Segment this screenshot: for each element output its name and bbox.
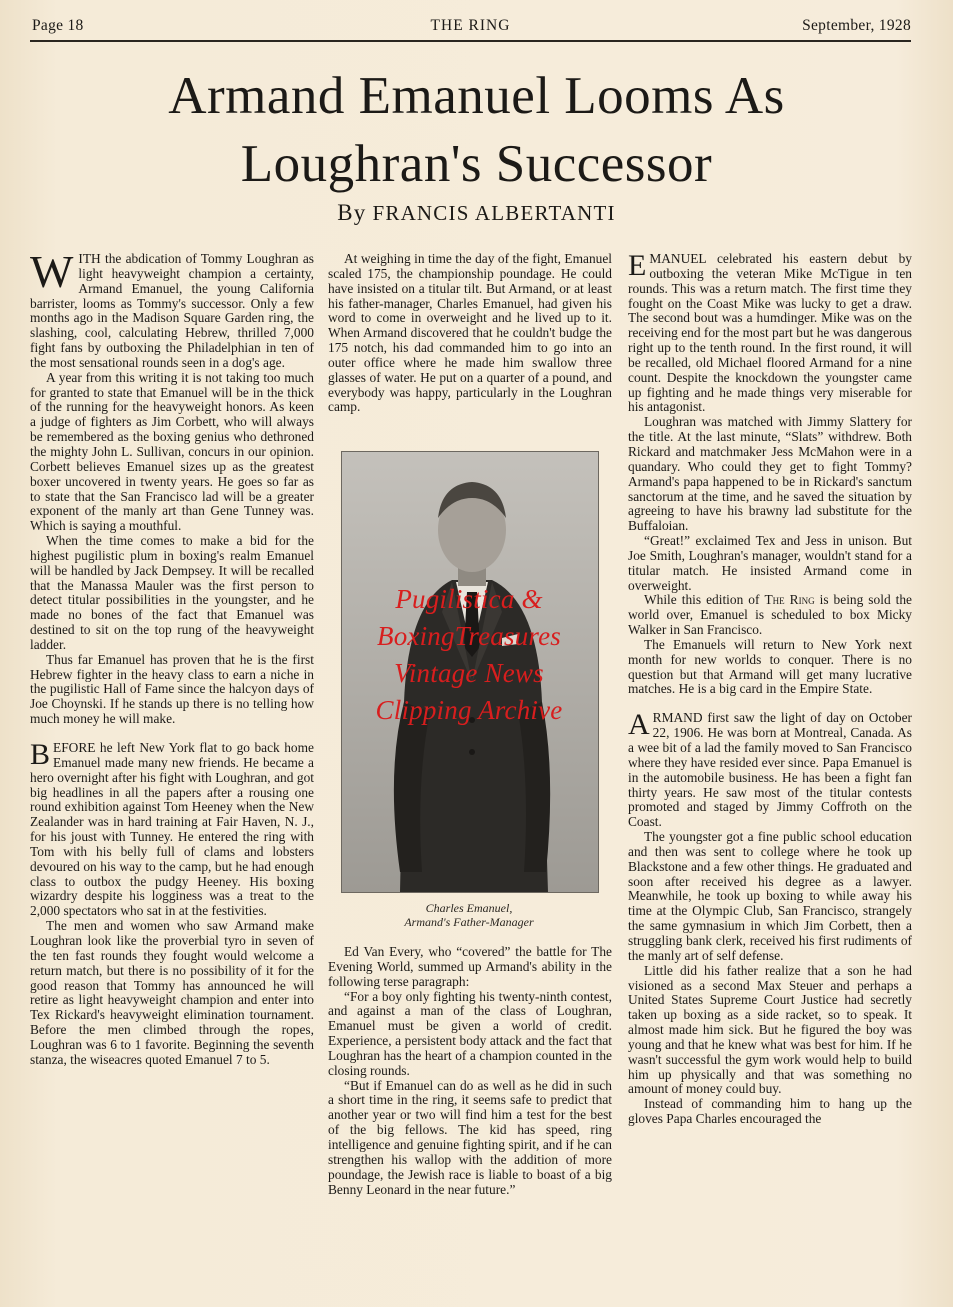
header-rule (30, 40, 911, 42)
watermark-line: Pugilistica & (395, 584, 543, 614)
caption-line-1: Charles Emanuel, (425, 901, 513, 915)
byline-author: FRANCIS ALBERTANTI (372, 201, 616, 225)
drop-cap: E (628, 249, 647, 282)
magazine-name: THE RING (430, 17, 511, 34)
watermark-line: Clipping Archive (375, 695, 563, 725)
paragraph: At weighing in time the day of the fight, Emanuel scaled 175, the championship poundage. He could have insisted on a titular tilt. But Armand, or at least his father-manager, Charles Emanuel, had given his word to come in overweight and he lived up to it. When Armand discovered that he couldn't budge the 175 notch, his dad commanded him to go into an outer office where he made him swallow three glasses of water. He put on a quarter of a pound, and everybody was happy, particularly in the Loughran camp. (328, 251, 612, 415)
paragraph-text: While this edition of (644, 592, 760, 608)
page-number: Page 18 (32, 17, 84, 34)
paragraph-text: RMAND first saw the light of day on October 22, 1906. He was born at Montreal, Canada. As a wee bit of a lad the family moved to San Francisco where they have resided ever since. Papa Emanuel is in the automobile business. He has been a fight fan thirty years. He saw most of the titular contests promoted and staged by Jimmy Coffroth on the Coast. (628, 710, 912, 830)
paragraph: Thus far Emanuel has proven that he is the first Hebrew fighter in the heavy class to earn a niche in the pugilistic Hall of Fame since the halcyon days of Joe Choynski. If he stands up there is no telling how much money he will make. (30, 651, 314, 727)
paragraph: Ed Van Every, who “covered” the battle for The Evening World, summed up Armand's ability in the following terse paragraph: (328, 944, 612, 989)
watermark-line: Vintage News (394, 658, 544, 688)
paragraph: “But if Emanuel can do as well as he did in such a short time in the ring, it seems safe to predict that another year or two will find him a test for the best of the big fellows. The kid has speed, ring intelligence and genuine fighting spirit, and if he can strengthen his wallop with the addition of more poundage, the Jewish race is liable to boast of a big Benny Leonard in the near future.” (328, 1077, 612, 1197)
paragraph (30, 738, 314, 919)
paragraph-text: is being sold the world over, Emanuel is scheduled to box Micky Walker in San Francisco. (628, 592, 913, 638)
paragraph: “Great!” exclaimed Tex and Jess in unison. But Joe Smith, Loughran's manager, wouldn't stand for a titular match. He insisted Armand come in overweight. (628, 533, 912, 593)
paragraph: A year from this writing it is not taking too much for granted to state that Emanuel will be in the thick of the running for the heavyweight honors. As keen a judge of fighters as Jim Corbett, who will always be remembered as the boxing genius who dethroned the mighty John L. Sullivan, concurs in our opinion. Corbett believes Emanuel sizes up as the greatest boxer uncovered in twenty years. He goes so far as to state that the San Francisco lad will be a greater exponent of the manly art than Gene Tunney was. Which is saying a mouthful. (30, 369, 314, 534)
paragraph-text: EFORE he left New York flat to go back home Emanuel made many new friends. He became a hero overnight after his fight with Loughran, and got big headlines in all the papers after a rousing one round exhibition against Tom Heeney when the New Zealander was in hard training at Fair Haven, N. J., for his joust with Tunney. He entered the ring with Tom with his belly full of clams and lobsters devoured on his way to the camp, but he had enough class to outbox the pudgy Heeney. His boxing wizardry despite his logginess was a treat to the 2,000 spectators who sat in at the festivities. (30, 740, 314, 919)
caption-line-2: Armand's Father-Manager (404, 915, 534, 929)
watermark-line: BoxingTreasures (377, 621, 561, 651)
photo-caption (341, 901, 597, 929)
column-2-top (328, 252, 612, 415)
paragraph: Instead of commanding him to hang up the gloves Papa Charles encouraged the (628, 1096, 912, 1127)
issue-date: September, 1928 (802, 17, 911, 34)
paragraph (628, 708, 912, 830)
paragraph-text: MANUEL celebrated his eastern debut by outboxing the veteran Mike McTigue in ten rounds. This was a return match. The first time they fought on the Coast Mike was lucky to get a draw. The second bout was a humdinger. Mike was on the receiving end for the most part but he was dangerous right up to the tenth round. In the first round, it will be recalled, old Michael floored Armand for a nine count. Despite the knockdown the youngster came up fighting and he made things very miserable for his antagonist. (628, 251, 912, 415)
paragraph: Little did his father realize that a son he had visioned as a second Max Steuer and perhaps a United States Supreme Court Justice had secretly taken up boxing as a side racket, so to speak. It almost made him sick. But he figured the boy was young and that he knew what was best for him. If he wasn't successful the gym work would help to build him up physically and that was something no amount of money could buy. (628, 962, 912, 1097)
column-2-bottom (328, 945, 612, 1197)
byline (0, 200, 953, 226)
title-line-1: Armand Emanuel Looms As (168, 67, 785, 125)
column-3 (628, 249, 913, 1127)
drop-cap: B (30, 738, 51, 771)
magazine-name-inline: The Ring (764, 592, 815, 608)
article-title (60, 62, 893, 198)
paragraph: Loughran was matched with Jimmy Slattery for the title. At the last minute, “Slats” withdrew. Both Rickard and matchmaker Jess McMahon were in a quandary. Who could they get to fight Tommy? Armand's papa happened to be in Rickard's sanctum sanctorum at the time, and he saved the situation by agreeing to have his brawny lad substitute for the Buffaloian. (628, 414, 912, 534)
paragraph (30, 246, 314, 371)
title-line-2: Loughran's Successor (240, 135, 713, 193)
drop-cap: W (30, 246, 74, 297)
paragraph: The youngster got a fine public school education and then was sent to college where he took up Blackstone and a few other things. He graduated and soon after received his degree as a lawyer. Meanwhile, he took up boxing to while away his time at the Olympic Club, San Francisco, strangely the same gymnasium in which Jim Corbett, then a struggling bank clerk, received his first rudiments of the manly art of self defense. (628, 829, 912, 963)
page-header (30, 17, 911, 39)
paragraph (628, 249, 912, 415)
paragraph (628, 593, 912, 638)
byline-by: By (337, 200, 367, 225)
column-1 (30, 246, 314, 1068)
section-gap (30, 727, 314, 741)
paragraph: The Emanuels will return to New York next month for new worlds to conquer. There is no question but that Armand will get many lucrative matches. He is a big card in the Empire State. (628, 636, 912, 697)
drop-cap: A (628, 708, 650, 742)
paragraph-text: ITH the abdication of Tommy Loughran as light heavyweight champion a certainty, Armand Emanuel, the young California barrister, looms as Tommy's successor. Only a few months ago in the Madison Square Garden ring, the slashing, cool, calculating Hebrew, thrilled 7,000 fight fans by outboxing the Philadelphian in ten of the most sensational rounds seen in a dog's age. (30, 251, 314, 370)
paragraph: The men and women who saw Armand make Loughran look like the proverbial tyro in seven of the ten fast rounds they fought would welcome a return match, but there is no possibility of it for the good reason that Tommy has announced he will retire as light heavyweight champion and enter into Tex Rickard's heavyweight elimination tournament. Before the men climbed through the ropes, Loughran was 6 to 1 favorite. Beginning the seventh stanza, the wiseacres quoted Emanuel 7 to 5. (30, 918, 314, 1067)
paragraph: When the time comes to make a bid for the highest pugilistic plum in boxing's realm Emanuel will be handled by Jack Dempsey. It will be recalled that the Manassa Mauler was the first person to detect titular possibilities in the youngster, and he made no bones of the fact that Emanuel was destined to sit on the top rung of the heavyweight ladder. (30, 533, 314, 652)
paragraph: “For a boy only fighting his twenty-ninth contest, and against a man of the class of Loughran, Emanuel must be given a world of credit. Experience, a persistent body attack and the fact that Loughran has the heart of a champion counted in the closing rounds. (328, 988, 612, 1078)
archive-watermark (330, 581, 608, 729)
